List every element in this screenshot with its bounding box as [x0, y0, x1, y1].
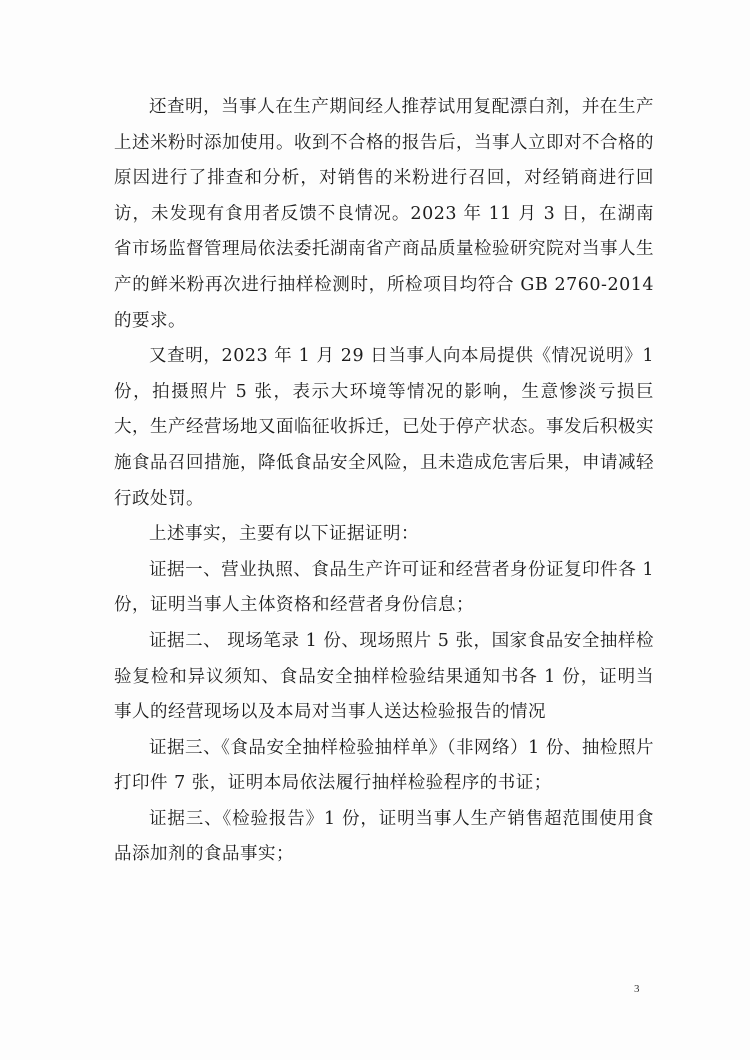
- paragraph-evidence-3-sampling: 证据三、《食品安全抽样检验抽样单》（非网络）1 份、抽检照片打印件 7 张，证明本局依法履行抽样检验程序的书证；: [114, 737, 654, 794]
- paragraph-evidence-2: 证据二、 现场笔录 1 份、现场照片 5 张，国家食品安全抽样检验复检和异议须知、食品安全抽样检验结果通知书各 1 份，证明当事人的经营现场以及本局对当事人送达检验报告的情况: [114, 630, 654, 723]
- paragraph-further-findings: 还查明，当事人在生产期间经人推荐试用复配漂白剂，并在生产上述米粉时添加使用。收到不合格的报告后，当事人立即对不合格的原因进行了排查和分析，对销售的米粉进行召回，对经销商进行回访，未发现有食用者反馈不良情况。2023 年 11 月 3 日，在湖南省市场监督管理局依法委托湖南省产商品质量检验研究院对当事人生产的鲜米粉再次进行抽样检测时，所检项目均符合 GB 2760-2014 的要求。: [114, 97, 654, 331]
- paragraph-evidence-1: 证据一、营业执照、食品生产许可证和经营者身份证复印件各 1 份，证明当事人主体资格和经营者身份信息；: [114, 559, 654, 616]
- paragraph-evidence-3-report: 证据三、《检验报告》1 份，证明当事人生产销售超范围使用食品添加剂的食品事实；: [114, 808, 654, 865]
- document-body: [114, 90, 654, 873]
- paragraph-additional-findings: 又查明，2023 年 1 月 29 日当事人向本局提供《情况说明》1 份，拍摄照片 5 张，表示大环境等情况的影响，生意惨淡亏损巨大，生产经营场地又面临征收拆迁，已处于停产状态。事发后积极实施食品召回措施，降低食品安全风险，且未造成危害后果，申请减轻行政处罚。: [114, 346, 654, 509]
- page-number: 3: [634, 983, 640, 995]
- paragraph-evidence-intro: 上述事实，主要有以下证据证明：: [149, 524, 419, 545]
